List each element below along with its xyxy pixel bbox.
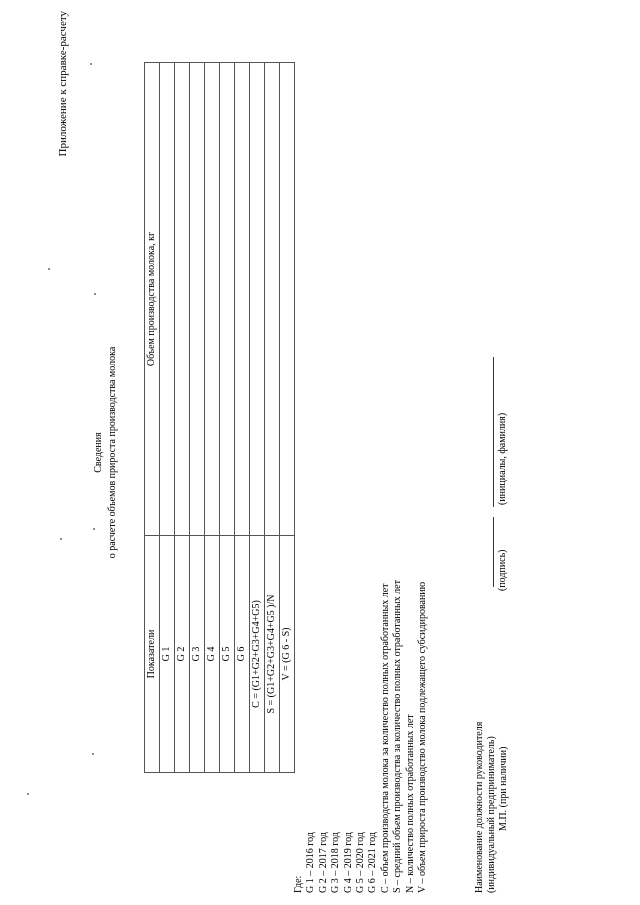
legend-item: G 2 – 2017 год: [317, 832, 329, 893]
table-row: [160, 63, 175, 773]
row-label: G 3: [190, 536, 205, 773]
appendix-caption: Приложение к справке-расчету: [57, 11, 69, 157]
row-label: G 2: [175, 536, 190, 773]
table-row: [205, 63, 220, 773]
scan-dot: [27, 793, 29, 795]
table-row: [265, 63, 280, 773]
signature-block: [474, 722, 510, 893]
scan-dot: [48, 268, 50, 270]
scan-dot: [90, 63, 92, 65]
signature-caption: (подпись): [497, 549, 508, 591]
table-header-row: [145, 63, 160, 773]
legend-item: N – количество полных отработанных лет: [404, 714, 416, 893]
document-subtitle: о расчете объемов прироста производства молока: [107, 346, 118, 559]
legend-item: G 1 – 2016 год: [305, 832, 317, 893]
signature-line: [493, 517, 494, 587]
table-row: [220, 63, 235, 773]
value-cell: [235, 63, 250, 536]
legend-item: G 5 – 2020 год: [355, 832, 367, 893]
row-label: S = (G1+G2+G3+G4+G5 )/N: [265, 536, 280, 773]
header-milk-volume: Объем производства молока, кг: [145, 63, 160, 536]
position-subtitle: (индивидуальный предприниматель): [486, 736, 497, 893]
name-caption: (инициалы, фамилия): [497, 412, 508, 505]
position-title: Наименование должности руководителя: [474, 721, 485, 893]
legend-heading: Где:: [293, 875, 304, 893]
row-label: G 4: [205, 536, 220, 773]
legend-block: [293, 580, 429, 893]
value-cell: [280, 63, 295, 536]
value-cell: [190, 63, 205, 536]
row-label: C = (G1+G2+G3+G4+G5): [250, 536, 265, 773]
value-cell: [205, 63, 220, 536]
row-label: G 5: [220, 536, 235, 773]
header-indicators: Показатели: [145, 536, 160, 773]
value-cell: [175, 63, 190, 536]
row-label: G 1: [160, 536, 175, 773]
calculation-table: [144, 62, 295, 773]
table-row: [235, 63, 250, 773]
legend-item: G 6 – 2021 год: [367, 832, 379, 893]
value-cell: [265, 63, 280, 536]
value-cell: [250, 63, 265, 536]
table-row: [190, 63, 205, 773]
value-cell: [220, 63, 235, 536]
legend-item: S – средний объем производства за количество полных отработанных лет: [392, 580, 404, 893]
legend-item: G 3 – 2018 год: [330, 832, 342, 893]
name-line: [493, 357, 494, 507]
stamp-note: М.П. (при наличии): [498, 746, 509, 831]
legend-item: G 4 – 2019 год: [342, 832, 354, 893]
table-row: [250, 63, 265, 773]
document-title: Сведения: [93, 432, 104, 473]
legend-item: V – объем прироста производство молока подлежащего субсидированию: [417, 581, 429, 893]
row-label: G 6: [235, 536, 250, 773]
legend-item: C – объем производства молока за количество полных отработанных лет: [379, 583, 391, 893]
row-label: V = (G 6 - S): [280, 536, 295, 773]
value-cell: [160, 63, 175, 536]
table-row: [175, 63, 190, 773]
